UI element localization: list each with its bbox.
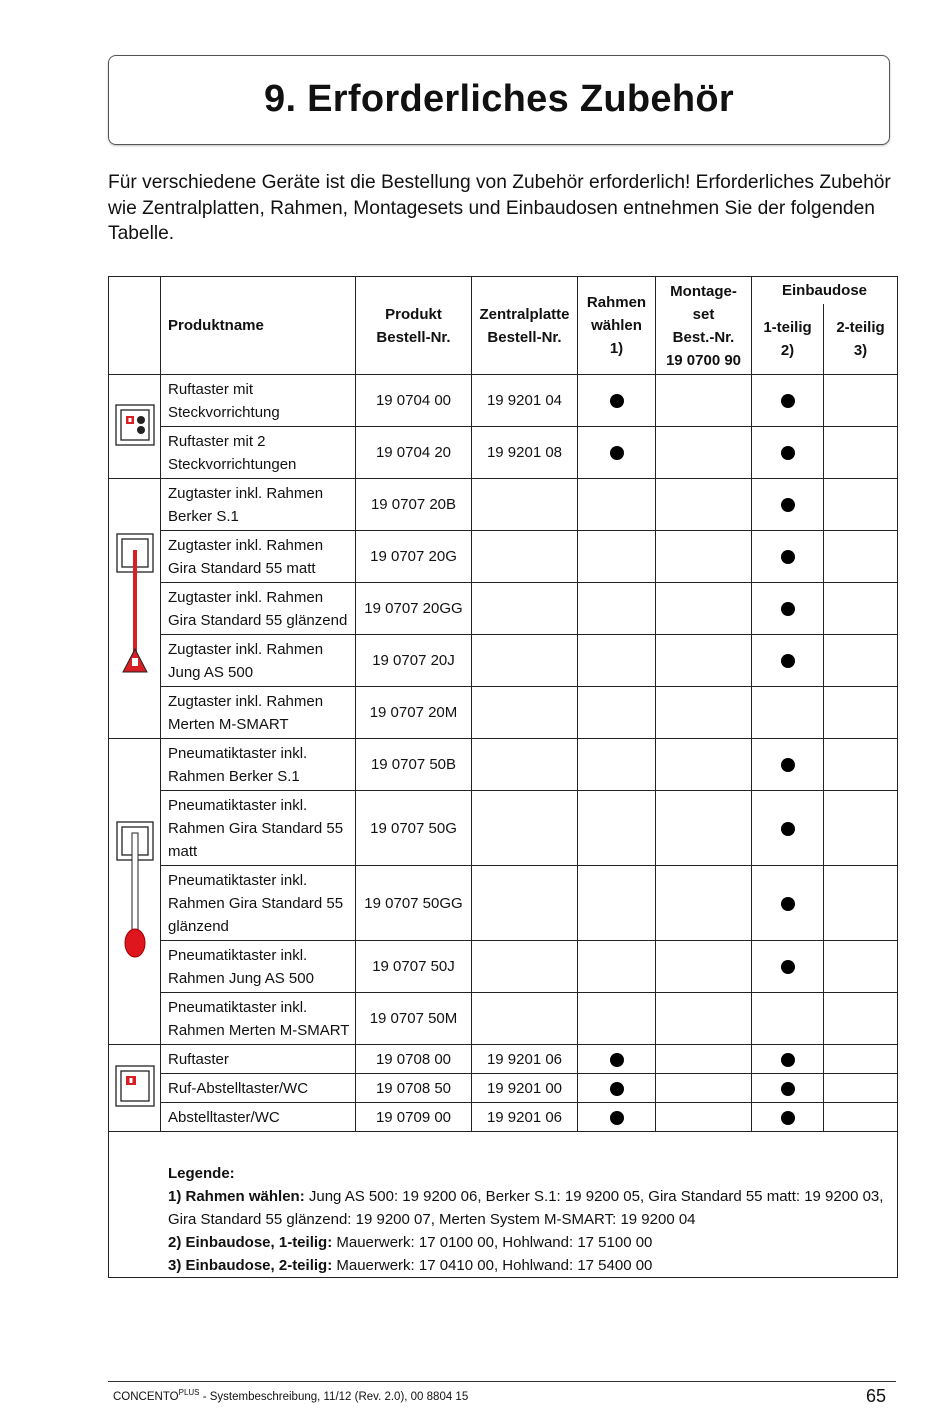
table-row [109, 941, 898, 993]
einbaudose-2-cell [824, 531, 898, 583]
header-produkt-l1: Produkt [385, 305, 442, 323]
rahmen-dot [578, 1045, 656, 1074]
footer [113, 1388, 468, 1403]
einbaudose-2-cell [824, 866, 898, 941]
product-name: Ruftaster [161, 1045, 356, 1074]
icon-header [109, 277, 161, 375]
einbaudose-1-dot [752, 941, 824, 993]
header-rahmen-l1: Rahmen [586, 294, 647, 311]
legend-1-text: Jung AS 500: 19 9200 06, Berker S.1: 19 9200 05, Gira Standard 55 matt: 19 9200 03, [304, 1188, 884, 1205]
montage-cell [656, 635, 752, 687]
table-row [109, 791, 898, 866]
central-plate-number: 19 9201 04 [472, 375, 578, 427]
einbaudose-2-cell [824, 583, 898, 635]
central-plate-number [472, 791, 578, 866]
header-rahmen-l2: wählen [591, 317, 642, 334]
montage-cell [656, 739, 752, 791]
header-montage-l4: 19 0700 90 [665, 351, 742, 369]
product-number: 19 0704 00 [356, 375, 472, 427]
central-plate-number: 19 9201 06 [472, 1045, 578, 1074]
table-row [109, 1045, 898, 1074]
header-zentral [472, 277, 578, 375]
montage-cell [656, 791, 752, 866]
call-button-socket-icon [109, 375, 161, 479]
page-title: 9. Erforderliches Zubehör [264, 78, 734, 120]
montage-cell [656, 1045, 752, 1074]
header-zentral-l2: Bestell-Nr. [487, 328, 562, 346]
central-plate-number: 19 9201 08 [472, 427, 578, 479]
einbaudose-1-dot [752, 739, 824, 791]
pull-cord-switch-icon [109, 479, 161, 739]
central-plate-number [472, 941, 578, 993]
legend-2-text: Mauerwerk: 17 0100 00, Hohlwand: 17 5100 00 [332, 1234, 653, 1251]
header-rahmen-l3: 1) [609, 340, 624, 357]
central-plate-number [472, 635, 578, 687]
product-number: 19 0707 20B [356, 479, 472, 531]
rahmen-cell [578, 635, 656, 687]
product-number: 19 0707 50B [356, 739, 472, 791]
footer-brand-sup: PLUS [178, 1388, 200, 1397]
product-name: Ruftaster mit 2 Steckvorrichtungen [161, 427, 356, 479]
montage-cell [656, 993, 752, 1045]
table-row [109, 531, 898, 583]
einbaudose-2-cell [824, 993, 898, 1045]
einbaudose-2-cell [824, 791, 898, 866]
montage-cell [656, 941, 752, 993]
rahmen-dot [578, 1074, 656, 1103]
pneumatic-switch-icon [109, 739, 161, 1045]
header-1teilig-l1: 1-teilig [763, 318, 812, 336]
rahmen-cell [578, 531, 656, 583]
einbaudose-1-dot [752, 1045, 824, 1074]
header-montage-l3: Best.-Nr. [672, 328, 735, 346]
header-einbaudose: Einbaudose [752, 277, 898, 304]
table-row [109, 1103, 898, 1132]
header-rahmen [578, 277, 656, 375]
legend-2-key: 2) Einbaudose, 1-teilig: [168, 1234, 333, 1251]
einbaudose-2-cell [824, 1074, 898, 1103]
einbaudose-1-dot [752, 1103, 824, 1132]
header-1teilig-l2: 2) [780, 341, 795, 359]
montage-cell [656, 1103, 752, 1132]
call-button-icon [109, 1045, 161, 1132]
legend-1-key: 1) Rahmen wählen: [168, 1188, 305, 1205]
accessory-table [108, 276, 898, 1278]
central-plate-number [472, 993, 578, 1045]
product-number: 19 0708 50 [356, 1074, 472, 1103]
rahmen-cell [578, 687, 656, 739]
einbaudose-1-cell [752, 687, 824, 739]
montage-cell [656, 1074, 752, 1103]
table-row [109, 739, 898, 791]
product-number: 19 0707 20G [356, 531, 472, 583]
einbaudose-2-cell [824, 739, 898, 791]
rahmen-cell [578, 479, 656, 531]
footer-brand: CONCENTO [113, 1390, 179, 1403]
einbaudose-1-dot [752, 427, 824, 479]
product-number: 19 0707 20GG [356, 583, 472, 635]
montage-cell [656, 866, 752, 941]
header-montage-l1: Montage- [670, 282, 737, 300]
product-name: Pneumatiktaster inkl. Rahmen Gira Standard 55 matt [161, 791, 356, 866]
montage-cell [656, 583, 752, 635]
header-1teilig [752, 304, 824, 375]
central-plate-number [472, 479, 578, 531]
montage-cell [656, 479, 752, 531]
product-name: Ruftaster mit Steckvorrichtung [161, 375, 356, 427]
product-name: Zugtaster inkl. Rahmen Berker S.1 [161, 479, 356, 531]
rahmen-dot [578, 1103, 656, 1132]
table-row [109, 427, 898, 479]
central-plate-number [472, 583, 578, 635]
product-name: Pneumatiktaster inkl. Rahmen Jung AS 500 [161, 941, 356, 993]
product-name: Zugtaster inkl. Rahmen Jung AS 500 [161, 635, 356, 687]
header-produkt [356, 277, 472, 375]
einbaudose-2-cell [824, 375, 898, 427]
einbaudose-2-cell [824, 479, 898, 531]
montage-cell [656, 531, 752, 583]
product-number: 19 0707 50J [356, 941, 472, 993]
product-name: Zugtaster inkl. Rahmen Gira Standard 55 glänzend [161, 583, 356, 635]
table-row [109, 866, 898, 941]
product-name: Zugtaster inkl. Rahmen Gira Standard 55 matt [161, 531, 356, 583]
product-name: Pneumatiktaster inkl. Rahmen Berker S.1 [161, 739, 356, 791]
montage-cell [656, 427, 752, 479]
einbaudose-1-dot [752, 583, 824, 635]
einbaudose-1-cell [752, 993, 824, 1045]
page-number: 65 [866, 1386, 887, 1406]
table-row [109, 993, 898, 1045]
legend-3-key: 3) Einbaudose, 2-teilig: [168, 1257, 333, 1274]
title-box [108, 55, 890, 145]
einbaudose-1-dot [752, 479, 824, 531]
header-produkt-l2: Bestell-Nr. [376, 328, 451, 346]
einbaudose-1-dot [752, 1074, 824, 1103]
central-plate-number [472, 531, 578, 583]
table-row [109, 1074, 898, 1103]
rahmen-cell [578, 993, 656, 1045]
einbaudose-2-cell [824, 427, 898, 479]
product-number: 19 0704 20 [356, 427, 472, 479]
einbaudose-2-cell [824, 1103, 898, 1132]
table-row [109, 635, 898, 687]
header-montage [656, 277, 752, 375]
legend-3-text: Mauerwerk: 17 0410 00, Hohlwand: 17 5400 00 [332, 1257, 653, 1274]
montage-cell [656, 375, 752, 427]
table-row [109, 479, 898, 531]
central-plate-number: 19 9201 00 [472, 1074, 578, 1103]
einbaudose-2-cell [824, 635, 898, 687]
rahmen-dot [578, 375, 656, 427]
rahmen-cell [578, 941, 656, 993]
product-name: Ruf-Abstelltaster/WC [161, 1074, 356, 1103]
intro-text: Für verschiedene Geräte ist die Bestellung von Zubehör erforderlich! Erforderliches Zubehör wie Zentralplatten, Rahmen, Montagesets und Einbaudosen entnehmen Sie der folgenden Tabelle. [108, 172, 891, 244]
montage-cell [656, 687, 752, 739]
footer-divider [108, 1381, 896, 1382]
header-row [109, 277, 898, 304]
product-number: 19 0707 50G [356, 791, 472, 866]
rahmen-cell [578, 791, 656, 866]
einbaudose-2-cell [824, 687, 898, 739]
einbaudose-2-cell [824, 1045, 898, 1074]
header-2teilig [824, 304, 898, 375]
product-number: 19 0708 00 [356, 1045, 472, 1074]
product-number: 19 0707 50GG [356, 866, 472, 941]
einbaudose-1-dot [752, 531, 824, 583]
einbaudose-1-dot [752, 791, 824, 866]
legend-row [109, 1132, 898, 1278]
header-produktname: Produktname [161, 277, 356, 375]
header-2teilig-l1: 2-teilig [836, 318, 885, 336]
product-name: Zugtaster inkl. Rahmen Merten M-SMART [161, 687, 356, 739]
rahmen-cell [578, 583, 656, 635]
einbaudose-1-dot [752, 375, 824, 427]
legend [109, 1132, 898, 1278]
footer-text: - Systembeschreibung, 11/12 (Rev. 2.0), 00 8804 15 [199, 1390, 469, 1403]
product-number: 19 0707 20J [356, 635, 472, 687]
einbaudose-1-dot [752, 635, 824, 687]
rahmen-dot [578, 427, 656, 479]
einbaudose-2-cell [824, 941, 898, 993]
product-name: Pneumatiktaster inkl. Rahmen Merten M-SMART [161, 993, 356, 1045]
product-number: 19 0709 00 [356, 1103, 472, 1132]
header-montage-l2: set [692, 305, 715, 323]
rahmen-cell [578, 866, 656, 941]
einbaudose-1-dot [752, 866, 824, 941]
product-number: 19 0707 20M [356, 687, 472, 739]
legend-1-cont: Gira Standard 55 glänzend: 19 9200 07, Merten System M-SMART: 19 9200 04 [168, 1211, 696, 1228]
table-row [109, 687, 898, 739]
table-row [109, 375, 898, 427]
header-2teilig-l2: 3) [853, 341, 868, 359]
legend-title: Legende: [168, 1165, 235, 1182]
central-plate-number [472, 739, 578, 791]
product-name: Abstelltaster/WC [161, 1103, 356, 1132]
central-plate-number [472, 687, 578, 739]
central-plate-number: 19 9201 06 [472, 1103, 578, 1132]
header-zentral-l1: Zentralplatte [479, 305, 570, 323]
product-number: 19 0707 50M [356, 993, 472, 1045]
rahmen-cell [578, 739, 656, 791]
central-plate-number [472, 866, 578, 941]
product-name: Pneumatiktaster inkl. Rahmen Gira Standard 55 glänzend [161, 866, 356, 941]
table-row [109, 583, 898, 635]
